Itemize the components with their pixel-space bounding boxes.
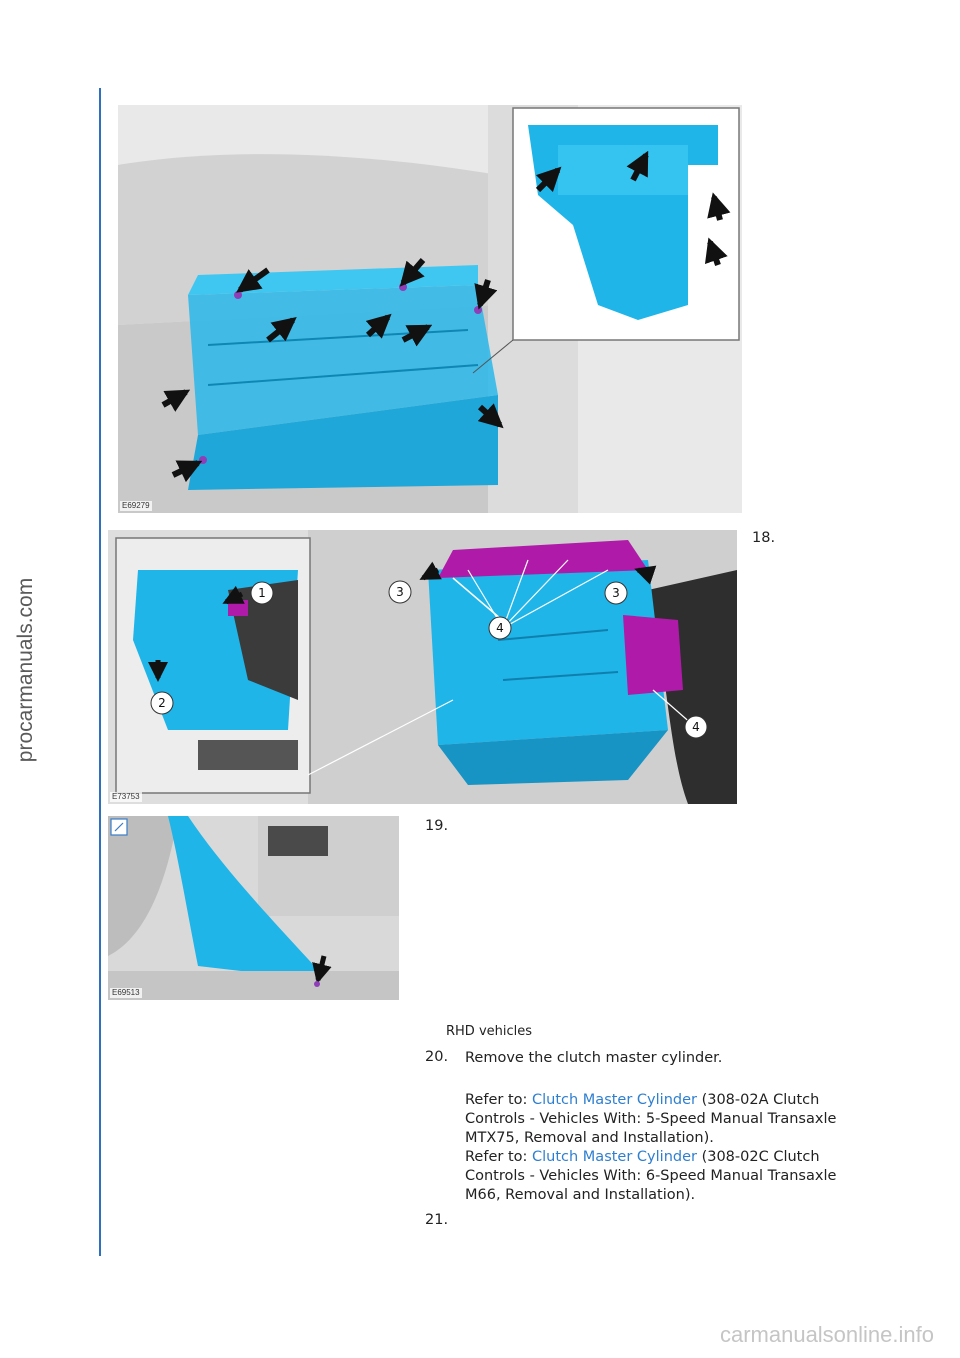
callout-3a: 3 <box>396 585 404 599</box>
reference-1-line-2: Controls - Vehicles With: 5-Speed Manual Transaxle <box>465 1111 837 1127</box>
figure-e69279 <box>118 105 742 513</box>
reference-block <box>465 1091 895 1205</box>
reference-2-tail: (308-02C Clutch <box>701 1149 820 1165</box>
figure-code: E73753 <box>112 792 140 801</box>
figure-e69513 <box>108 816 399 1000</box>
reference-1-prefix: Refer to: <box>465 1092 528 1108</box>
side-watermark <box>6 560 46 780</box>
rhd-vehicles-label: RHD vehicles <box>446 1024 533 1039</box>
figure-1-illustration <box>118 105 742 513</box>
figure-2-illustration <box>108 530 737 804</box>
callout-4b: 4 <box>692 720 700 734</box>
figure-code: E69513 <box>112 988 140 997</box>
figure-code: E69279 <box>122 501 150 510</box>
step-number-18: 18. <box>752 530 776 546</box>
callout-2: 2 <box>158 696 166 710</box>
reference-1-tail: (308-02A Clutch <box>701 1092 820 1108</box>
footer-watermark: carmanualsonline.info <box>719 1322 934 1347</box>
reference-1-link[interactable]: Clutch Master Cylinder <box>532 1092 697 1108</box>
figure-e73753 <box>108 530 737 804</box>
step-number-20: 20. <box>425 1049 449 1065</box>
reference-2-line-1 <box>465 1148 895 1167</box>
step-number-21: 21. <box>425 1212 449 1228</box>
side-watermark-text: procarmanuals.com <box>14 577 37 763</box>
callout-1: 1 <box>258 586 266 600</box>
reference-2-line-3: M66, Removal and Installation). <box>465 1187 696 1203</box>
step-number-19: 19. <box>425 818 449 834</box>
reference-2-prefix: Refer to: <box>465 1149 528 1165</box>
callout-4a: 4 <box>496 621 504 635</box>
reference-1-line-1 <box>465 1091 895 1110</box>
reference-1-line-3: MTX75, Removal and Installation). <box>465 1130 714 1146</box>
reference-2-line-2: Controls - Vehicles With: 6-Speed Manual Transaxle <box>465 1168 837 1184</box>
callout-3b: 3 <box>612 586 620 600</box>
reference-2-link[interactable]: Clutch Master Cylinder <box>532 1149 697 1165</box>
margin-rule <box>99 88 101 1256</box>
step-20-text: Remove the clutch master cylinder. <box>465 1050 723 1066</box>
figure-3-illustration <box>108 816 399 1000</box>
